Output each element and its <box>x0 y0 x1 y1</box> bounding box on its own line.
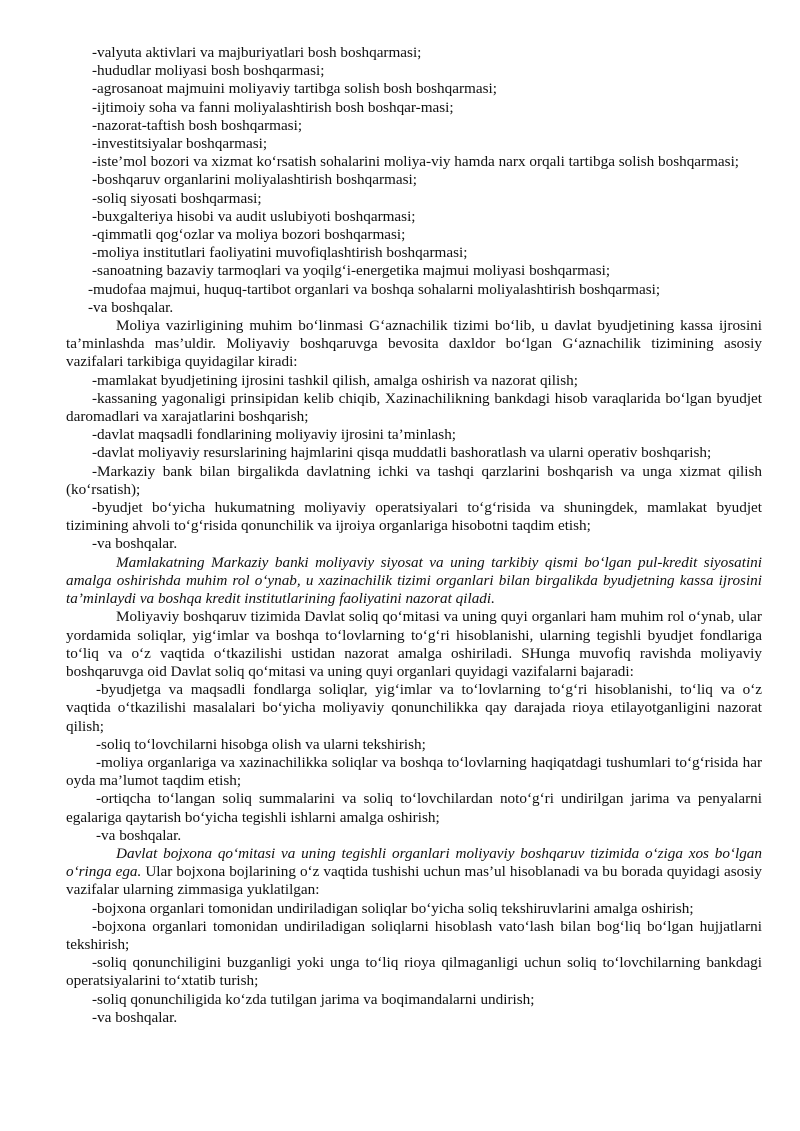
list-item: -qimmatli qog‘ozlar va moliya bozori boshqarmasi; <box>92 226 406 244</box>
list-item: -davlat moliyaviy resurslarining hajmlarini qisqa muddatli bashoratlash va ularni operativ boshqarish; <box>92 444 712 462</box>
paragraph-customs-committee <box>66 845 762 900</box>
list-item: -bojxona organlari tomonidan undiriladigan soliqlar bo‘yicha soliq tekshiruvlarini amalga oshirish; <box>92 899 694 917</box>
paragraph-tax-committee: Moliyaviy boshqaruv tizimida Davlat soliq qo‘mitasi va uning quyi organlari ham muhim rol o‘ynab, ular yordamida soliqlar, yig‘imlar va boshqa to‘lovlarning to‘g‘ri hisoblanishi, ularning tegishli byudjet fondlariga to‘liq va o‘z vaqtida o‘tkazilishi ustidan nazorat amalga oshiriladi. SHunga muvofiq ravishda moliyaviy boshqaruvga oid Davlat soliq qo‘mitasi va uning quyi organlari quyidagi vazifalarni bajaradi: <box>66 608 762 680</box>
list-item: -soliq to‘lovchilarni hisobga olish va ularni tekshirish; <box>96 735 426 753</box>
list-item: -va boshqalar. <box>92 535 178 553</box>
list-item: -byudjetga va maqsadli fondlarga soliqlar, yig‘imlar va to‘lovlarning to‘g‘ri hisoblanishi, to‘liq va o‘z vaqtida o‘tkazilishi masalalari bo‘yicha moliyaviy qonunchilikka qay darajada rioya etilayotganligini nazorat qilish; <box>66 681 762 735</box>
list-item: -Markaziy bank bilan birgalikda davlatning ichki va tashqi qarzlarini boshqarish va unga xizmat qilish (ko‘rsatish); <box>66 462 762 498</box>
list-item: -va boshqalar. <box>92 1008 178 1026</box>
list-item: -moliya institutlari faoliyatini muvofiqlashtirish boshqarmasi; <box>92 244 468 262</box>
list-item: -ijtimoiy soha va fanni moliyalashtirish bosh boshqar-masi; <box>92 98 454 116</box>
list-item: -agrosanoat majmuini moliyaviy tartibga solish bosh boshqarmasi; <box>92 80 497 98</box>
list-item: -soliq siyosati boshqarmasi; <box>92 189 262 207</box>
list-item: -sanoatning bazaviy tarmoqlari va yoqilg‘i-energetika majmui moliyasi boshqarmasi; <box>92 262 611 280</box>
list-item: -investitsiyalar boshqarmasi; <box>92 135 268 153</box>
customs-italic-lead: Davlat bojxona qo‘mitasi va uning tegishli organlari moliyaviy boshqaruv tizimida o‘ziga xos bo‘lgan o‘ringa ega. <box>66 844 762 881</box>
document-page <box>66 44 762 1027</box>
list-item: -davlat maqsadli fondlarining moliyaviy ijrosini ta’minlash; <box>92 426 457 444</box>
list-item: -va boshqalar. <box>96 826 182 844</box>
list-item: -soliq qonunchiligini buzganligi yoki unga to‘liq rioya qilmaganligi uchun soliq to‘lovchilarning bankdagi operatsiyalarini to‘xtatib turish; <box>66 954 762 990</box>
list-item: -iste’mol bozori va xizmat ko‘rsatish sohalarini moliya-viy hamda narx orqali tartibga solish boshqarmasi; <box>92 153 740 171</box>
list-item: -soliq qonunchiligida ko‘zda tutilgan jarima va boqimandalarni undirish; <box>92 990 535 1008</box>
list-item: -buxgalteriya hisobi va audit uslubiyoti boshqarmasi; <box>92 207 416 225</box>
list-item: -nazorat-taftish bosh boshqarmasi; <box>92 116 303 134</box>
list-item: -valyuta aktivlari va majburiyatlari bosh boshqarmasi; <box>92 44 422 61</box>
paragraph-treasury: Moliya vazirligining muhim bo‘linmasi G‘aznachilik tizimi bo‘lib, u davlat byudjetining kassa ijrosini ta’minlashda mas’uldir. Moliyaviy boshqaruvga bevosita daxldor bo‘lgan G‘aznachilik tizimining asosiy vazifalari tarkibiga quyidagilar kiradi: <box>66 317 762 371</box>
list-item: -va boshqalar. <box>88 298 174 316</box>
list-item: -moliya organlariga va xazinachilikka soliqlar va boshqa to‘lovlarning haqiqatdagi tushumlari to‘g‘risida har oyda ma’lumot taqdim etish; <box>66 753 762 790</box>
list-item: -byudjet bo‘yicha hukumatning moliyaviy operatsiyalari to‘g‘risida va shuningdek, mamlakat byudjet tizimining ahvoli to‘g‘risida qonunchilik va ijroiya organlariga hisobotni taqdim etish; <box>66 499 762 535</box>
list-item: -ortiqcha to‘langan soliq summalarini va soliq to‘lovchilardan noto‘g‘ri undirilgan jarima va penyalarni egalariga qaytarish bo‘yicha tegishli ishlarni amalga oshirish; <box>66 790 762 826</box>
list-item: -hududlar moliyasi bosh boshqarmasi; <box>92 62 325 80</box>
customs-text: Ular bojxona bojlarining o‘z vaqtida tushishi uchun mas’ul hisoblanadi va bu borada quyidagi asosiy vazifalar ularning zimmasiga yuklatilgan: <box>66 863 762 899</box>
list-item: -mudofaa majmui, huquq-tartibot organlari va boshqa sohalarni moliyalashtirish boshqarmasi; <box>88 280 661 298</box>
list-item: -boshqaruv organlarini moliyalashtirish boshqarmasi; <box>92 171 417 189</box>
paragraph-central-bank: Mamlakatning Markaziy banki moliyaviy siyosat va uning tarkibiy qismi bo‘lgan pul-kredit siyosatini amalga oshirishda muhim rol o‘ynab, u xazinachilik tizimi organlari bilan birgalikda byudjetning kassa ijrosini ta’minlaydi va boshqa kredit institutlarining faoliyatini nazorat qiladi. <box>66 553 762 608</box>
list-item: -mamlakat byudjetining ijrosini tashkil qilish, amalga oshirish va nazorat qilish; <box>92 371 578 389</box>
list-item: -bojxona organlari tomonidan undiriladigan soliqlarni hisoblash vato‘lash bilan bog‘liq bo‘lgan hujjatlarni tekshirish; <box>66 917 762 953</box>
list-item: -kassaning yagonaligi prinsipidan kelib chiqib, Xazinachilikning bankdagi hisob varaqlarida bo‘lgan byudjet daromadlari va xarajatlarini boshqarish; <box>66 389 762 426</box>
